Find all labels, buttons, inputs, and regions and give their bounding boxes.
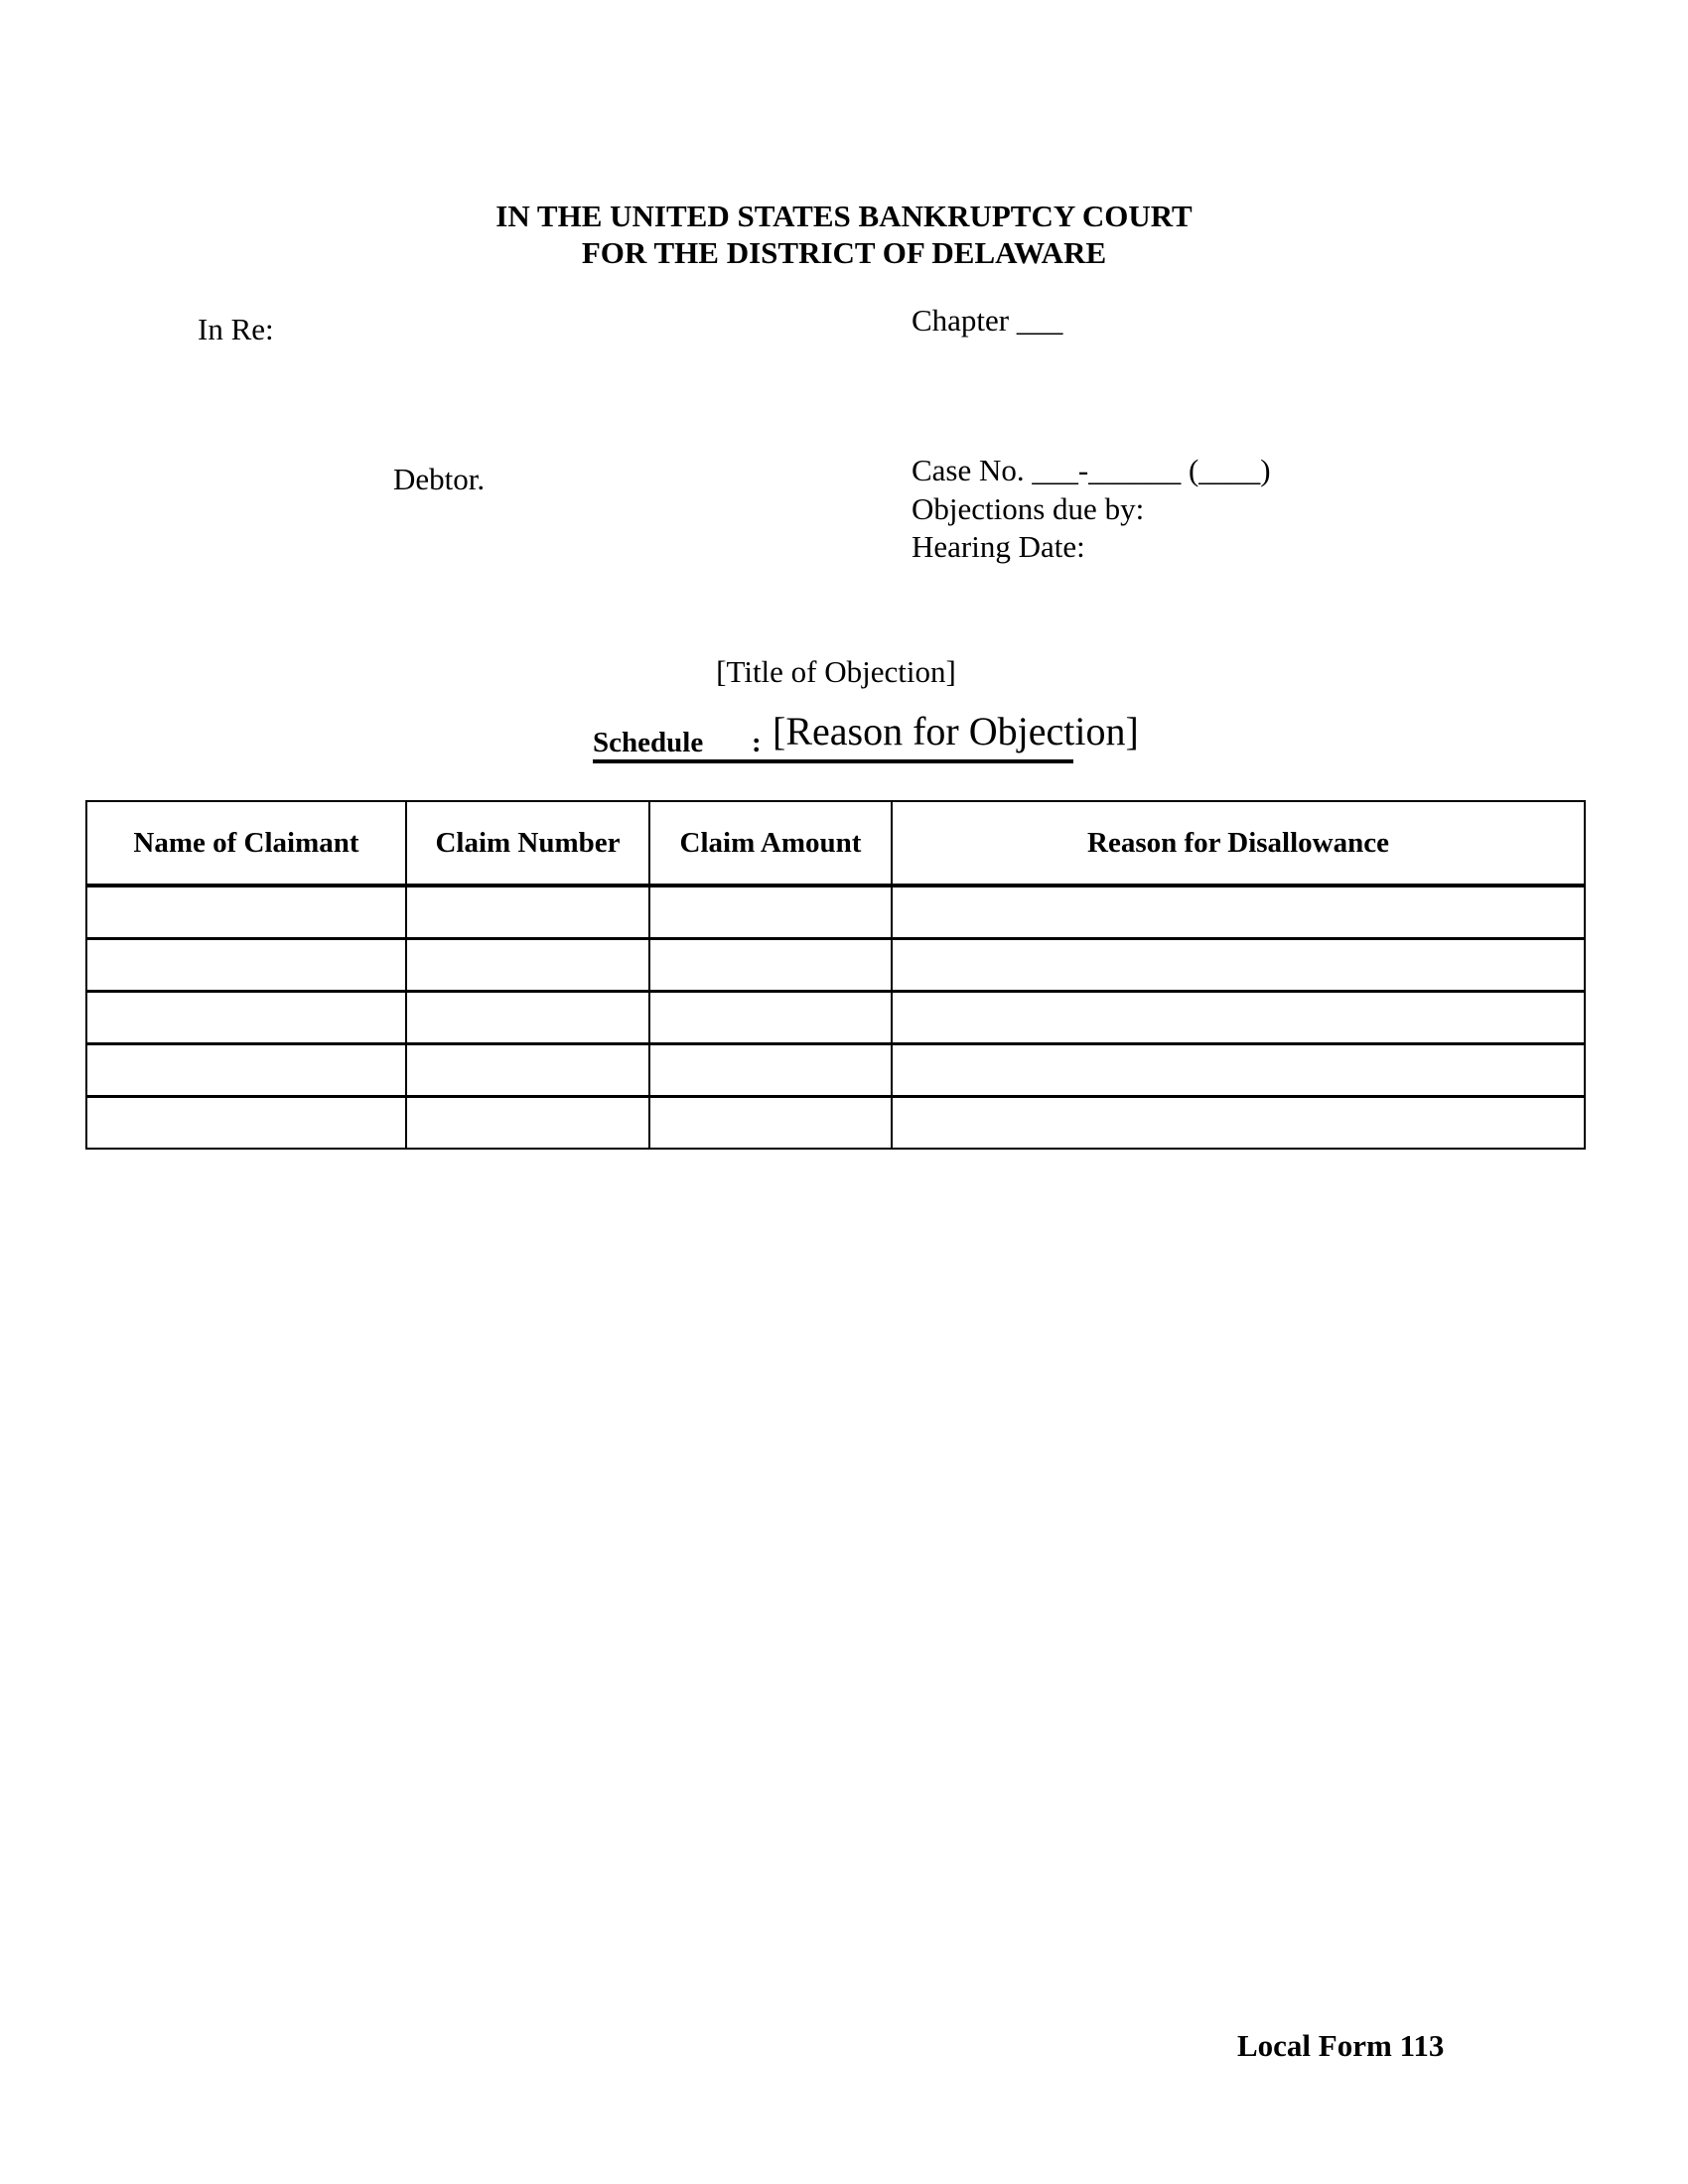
table-header-row <box>86 801 1585 886</box>
form-number: Local Form 113 <box>1237 2028 1445 2063</box>
column-header-claim-number: Claim Number <box>406 801 649 886</box>
table-row <box>86 886 1585 939</box>
table-cell[interactable] <box>86 1097 406 1150</box>
in-re-label: In Re: <box>198 312 274 346</box>
column-header-reason: Reason for Disallowance <box>892 801 1585 886</box>
table-cell[interactable] <box>649 1044 892 1097</box>
table-cell[interactable] <box>86 1044 406 1097</box>
case-number-field: Case No. ___-______ (____) <box>912 453 1271 487</box>
debtor-label: Debtor. <box>393 462 486 496</box>
table-cell[interactable] <box>406 939 649 992</box>
table-cell[interactable] <box>892 1044 1585 1097</box>
table-cell[interactable] <box>892 992 1585 1044</box>
district-name: FOR THE DISTRICT OF DELAWARE <box>581 235 1107 270</box>
table-cell[interactable] <box>86 939 406 992</box>
table-cell[interactable] <box>892 886 1585 939</box>
table-cell[interactable] <box>649 939 892 992</box>
table-cell[interactable] <box>649 992 892 1044</box>
claims-table <box>85 800 1586 1150</box>
table-cell[interactable] <box>649 1097 892 1150</box>
table-cell[interactable] <box>406 1097 649 1150</box>
chapter-field: Chapter ___ <box>912 303 1063 338</box>
objection-reason: [Reason for Objection] <box>773 709 1139 753</box>
table-cell[interactable] <box>892 939 1585 992</box>
table-row <box>86 939 1585 992</box>
schedule-label: Schedule <box>593 727 704 758</box>
table-cell[interactable] <box>86 886 406 939</box>
column-header-name: Name of Claimant <box>86 801 406 886</box>
column-header-claim-amount: Claim Amount <box>649 801 892 886</box>
table-cell[interactable] <box>406 992 649 1044</box>
table-cell[interactable] <box>649 886 892 939</box>
court-name: IN THE UNITED STATES BANKRUPTCY COURT <box>495 199 1193 233</box>
table-row <box>86 992 1585 1044</box>
table-cell[interactable] <box>406 1044 649 1097</box>
table-row <box>86 1097 1585 1150</box>
table-cell[interactable] <box>86 992 406 1044</box>
table-cell[interactable] <box>406 886 649 939</box>
hearing-date-field: Hearing Date: <box>912 529 1085 564</box>
table-row <box>86 1044 1585 1097</box>
objections-due-field: Objections due by: <box>912 491 1145 526</box>
schedule-colon: : <box>752 727 762 758</box>
objection-title: [Title of Objection] <box>716 654 956 689</box>
schedule-underline <box>593 759 1073 763</box>
table-cell[interactable] <box>892 1097 1585 1150</box>
